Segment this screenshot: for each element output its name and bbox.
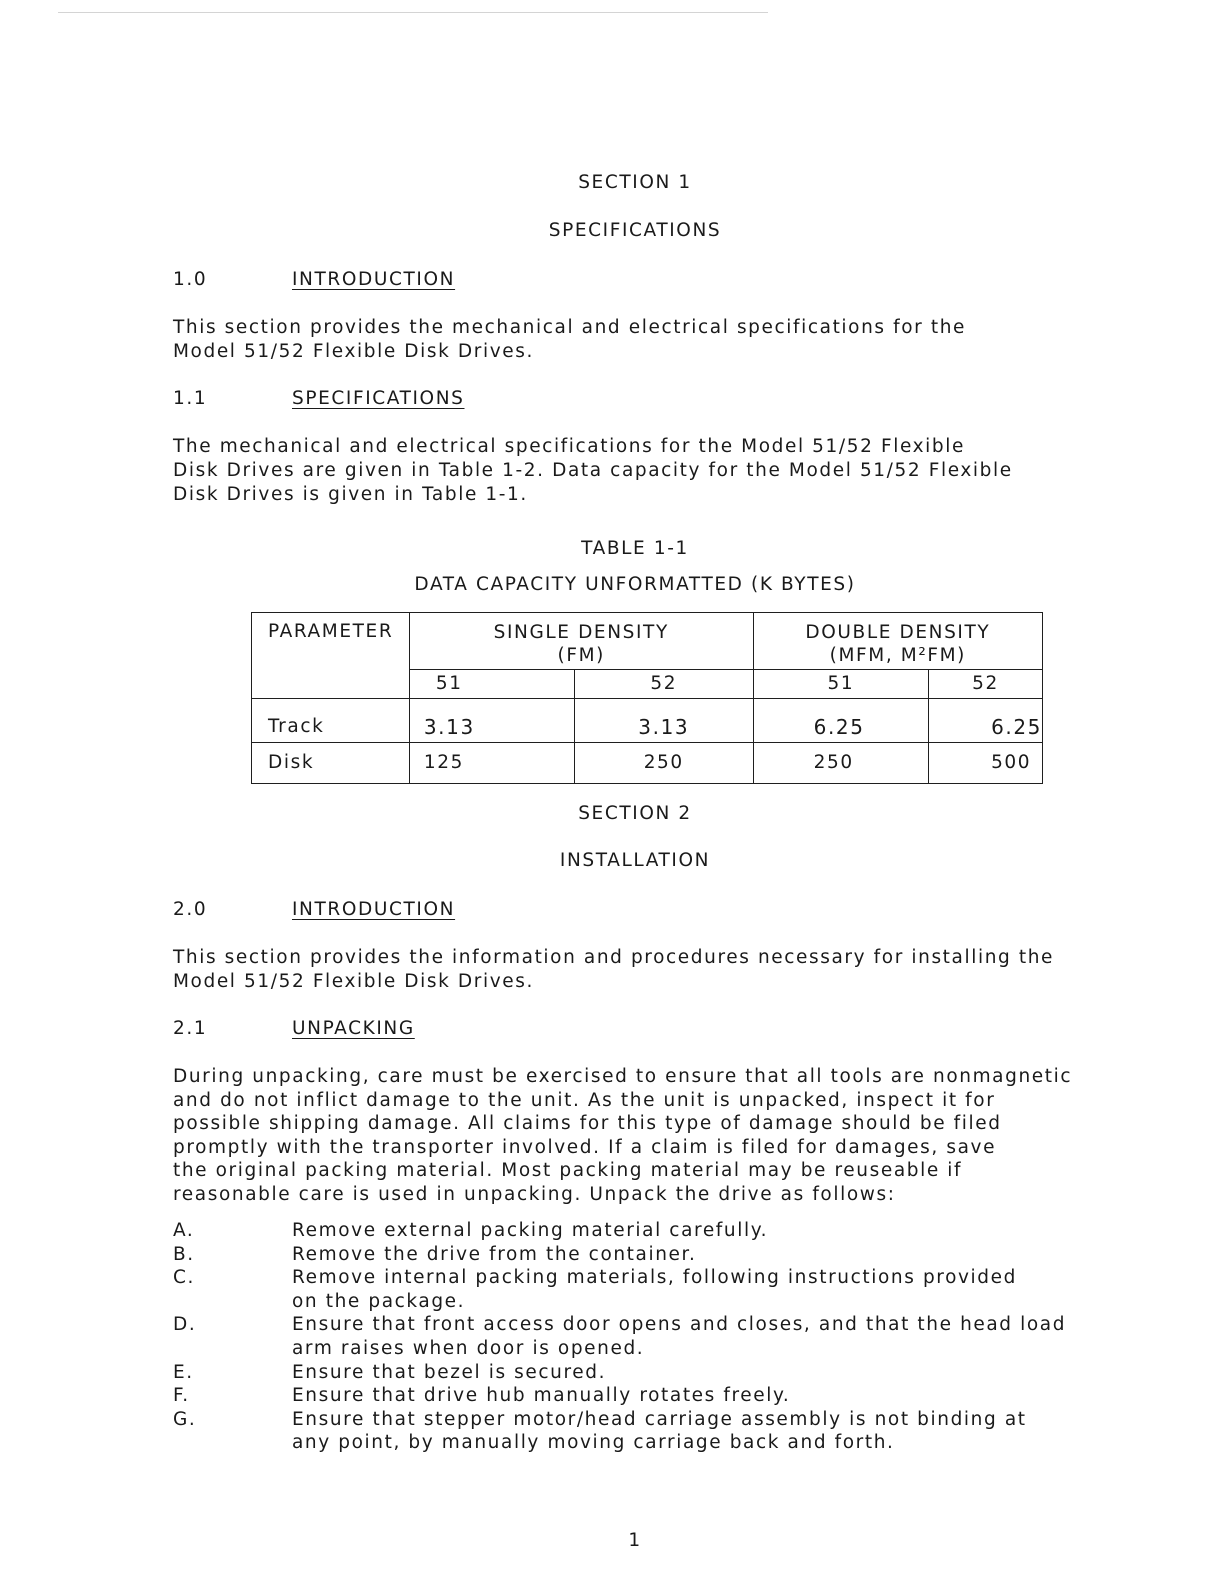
table-cell: 6.25 <box>929 699 1043 743</box>
step-line: Remove the drive from the container. <box>292 1243 697 1265</box>
list-item <box>173 1313 1066 1360</box>
row-label: Disk <box>252 743 410 784</box>
step-line: Ensure that stepper motor/head carriage assembly is not binding at <box>292 1408 1027 1430</box>
table-cell: 125 <box>409 743 574 784</box>
row-label: Track <box>252 699 410 743</box>
table-cell: 250 <box>574 743 753 784</box>
step-letter: D. <box>173 1314 197 1336</box>
scan-edge-line <box>58 12 768 13</box>
section-1-0-paragraph <box>173 316 966 364</box>
table-caption: DATA CAPACITY UNFORMATTED (K BYTES) <box>414 574 856 595</box>
list-item <box>173 1408 1066 1455</box>
step-line: Ensure that drive hub manually rotates freely. <box>292 1385 791 1407</box>
section-2-title: INSTALLATION <box>559 850 711 871</box>
double-density-label: DOUBLE DENSITY <box>805 622 991 643</box>
single-density-header <box>409 613 753 670</box>
data-capacity-table <box>251 612 1043 784</box>
section-1-1-number: 1.1 <box>173 388 208 409</box>
list-item <box>173 1384 1066 1408</box>
step-line: on the package. <box>292 1290 466 1312</box>
single-density-label: SINGLE DENSITY <box>493 622 669 643</box>
step-letter: F. <box>173 1385 190 1407</box>
single-density-sub: (FM) <box>557 645 605 666</box>
paragraph-line: Model 51/52 Flexible Disk Drives. <box>173 341 534 362</box>
model-header: 51 <box>409 670 574 699</box>
step-line: Remove external packing material carefully. <box>292 1220 769 1241</box>
table-row-disk <box>252 743 1043 784</box>
paragraph-line: and do not inflict damage to the unit. As the unit is unpacked, inspect it for <box>173 1089 996 1111</box>
list-item <box>173 1243 1066 1267</box>
model-header: 51 <box>753 670 928 699</box>
section-2-heading: SECTION 2 <box>578 803 692 824</box>
paragraph-line: Disk Drives is given in Table 1-1. <box>173 484 528 505</box>
page-number: 1 <box>628 1530 642 1551</box>
section-1-title: SPECIFICATIONS <box>548 220 722 241</box>
step-line: Ensure that front access door opens and closes, and that the head load <box>292 1314 1067 1336</box>
step-letter: B. <box>173 1243 195 1265</box>
table-row-track <box>252 699 1043 743</box>
section-1-1-paragraph <box>173 435 1013 507</box>
section-1-0-heading: INTRODUCTION <box>292 269 456 290</box>
step-letter: C. <box>173 1267 195 1289</box>
paragraph-line: promptly with the transporter involved. If a claim is filed for damages, save <box>173 1136 997 1158</box>
paragraph-line: The mechanical and electrical specifications for the Model 51/52 Flexible <box>173 436 965 457</box>
step-letter: E. <box>173 1361 194 1383</box>
paragraph-line: Disk Drives are given in Table 1-2. Data capacity for the Model 51/52 Flexible <box>173 460 1013 481</box>
step-text <box>292 1313 1066 1360</box>
step-text <box>292 1408 1027 1455</box>
paragraph-line: reasonable care is used in unpacking. Unpack the drive as follows: <box>173 1183 896 1205</box>
step-text <box>292 1266 1017 1313</box>
list-item <box>173 1266 1066 1313</box>
step-line: any point, by manually moving carriage back and forth. <box>292 1432 895 1454</box>
step-line: Remove internal packing materials, following instructions provided <box>292 1267 1017 1289</box>
step-line: Ensure that bezel is secured. <box>292 1361 607 1383</box>
step-line: arm raises when door is opened. <box>292 1337 645 1359</box>
paragraph-line: possible shipping damage. All claims for this type of damage should be filed <box>173 1113 1002 1135</box>
step-letter: A. <box>173 1220 195 1241</box>
double-density-sub: (MFM, M²FM) <box>829 645 966 666</box>
table-label: TABLE 1-1 <box>581 538 689 559</box>
table-cell: 500 <box>929 743 1043 784</box>
section-2-1-heading: UNPACKING <box>292 1018 415 1039</box>
section-1-1-heading: SPECIFICATIONS <box>292 388 465 409</box>
table-cell: 250 <box>753 743 928 784</box>
model-header: 52 <box>574 670 753 699</box>
section-1-heading: SECTION 1 <box>578 172 692 193</box>
table-cell: 3.13 <box>574 699 753 743</box>
parameter-header: PARAMETER <box>252 613 410 699</box>
double-density-header <box>753 613 1042 670</box>
step-text <box>292 1384 790 1408</box>
model-header: 52 <box>929 670 1043 699</box>
paragraph-line: This section provides the information and procedures necessary for installing the <box>173 947 1054 968</box>
step-text <box>292 1361 606 1385</box>
table-cell: 3.13 <box>409 699 574 743</box>
step-letter: G. <box>173 1408 197 1430</box>
unpacking-steps-list <box>173 1219 1066 1455</box>
step-text <box>292 1219 768 1243</box>
section-2-0-number: 2.0 <box>173 899 208 920</box>
paragraph-line: During unpacking, care must be exercised to ensure that all tools are nonmagnetic <box>173 1066 1073 1087</box>
section-2-0-paragraph <box>173 946 1054 994</box>
step-text <box>292 1243 697 1267</box>
section-2-1-number: 2.1 <box>173 1018 208 1039</box>
table-cell: 6.25 <box>753 699 928 743</box>
section-1-0-number: 1.0 <box>173 269 208 290</box>
section-2-1-paragraph <box>173 1065 1072 1207</box>
list-item <box>173 1361 1066 1385</box>
list-item <box>173 1219 1066 1243</box>
paragraph-line: the original packing material. Most packing material may be reuseable if <box>173 1160 963 1182</box>
section-2-0-heading: INTRODUCTION <box>292 899 456 920</box>
table-header-row <box>252 613 1043 670</box>
paragraph-line: Model 51/52 Flexible Disk Drives. <box>173 971 534 992</box>
paragraph-line: This section provides the mechanical and electrical specifications for the <box>173 317 967 338</box>
